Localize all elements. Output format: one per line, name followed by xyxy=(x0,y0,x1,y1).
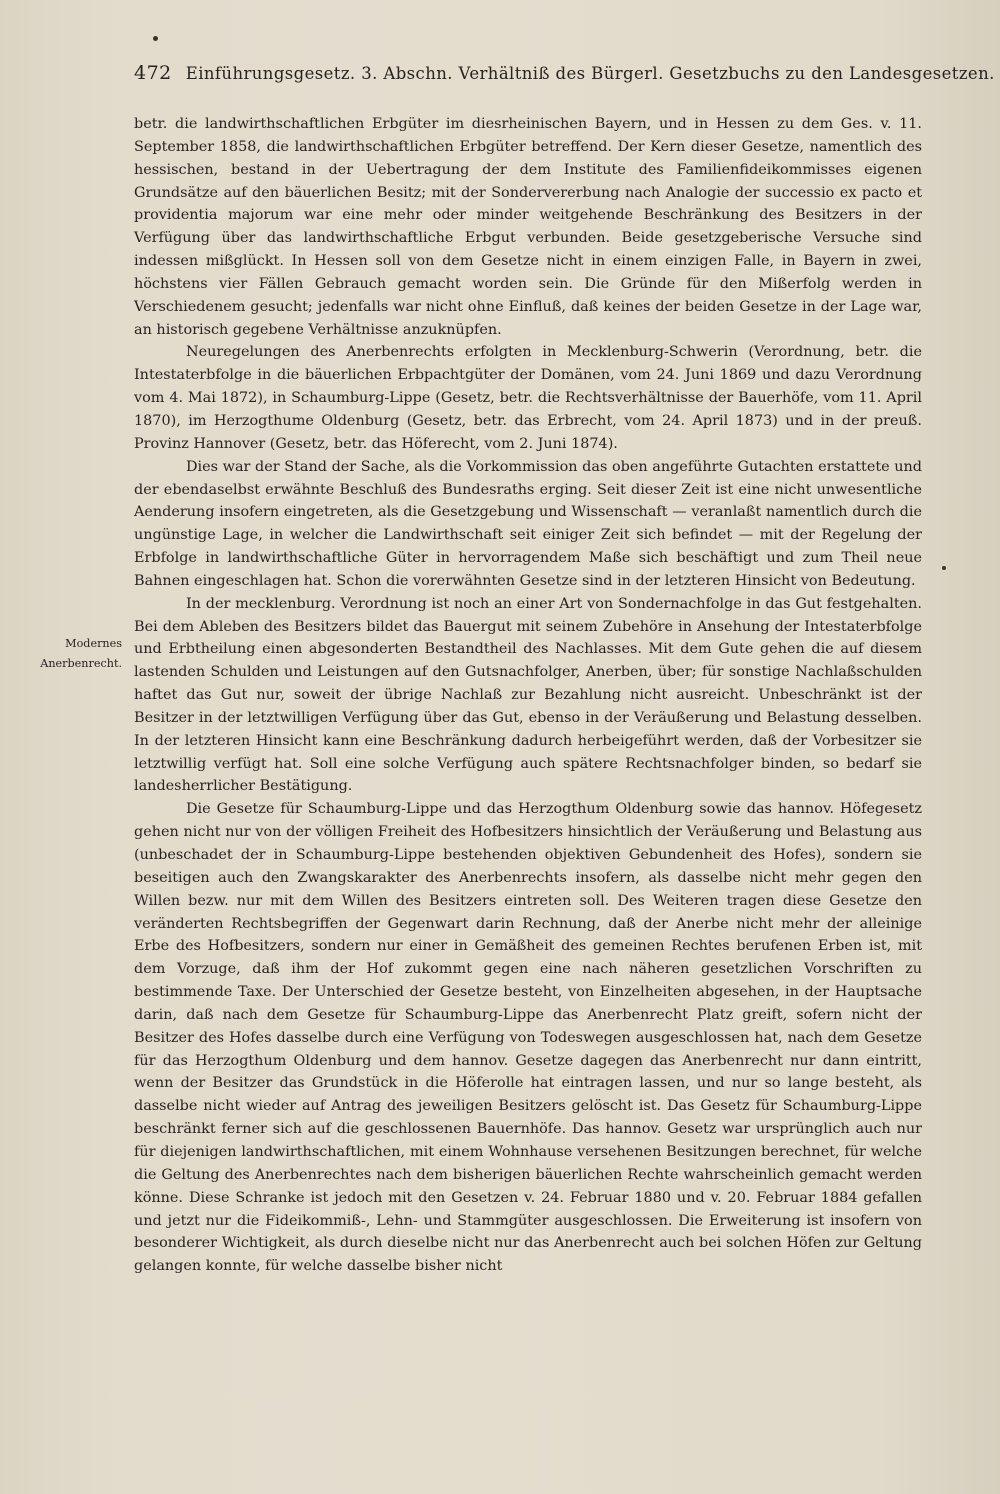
marginal-note-line-2: Anerbenrecht. xyxy=(40,657,122,670)
paragraph-mecklenburg: In der mecklenburg. Verordnung ist noch an einer Art von Sondernachfolge in das Gut festgehalten. Bei dem Ableben des Besitzers bildet das Bauergut mit seinem Zubehöre in Ansehung der Intestaterbfolge und Erbtheilung einen abgesonderten Bestandtheil des Nachlasses. Mit dem Gute gehen die auf diesem lastenden Schulden und Leistungen auf den Gutsnachfolger, Anerben, über; für sonstige Nachlaßschulden haftet das Gut nur, soweit der übrige Nachlaß zur Bezahlung nicht ausreicht. Unbeschränkt ist der Besitzer in der letztwilligen Verfügung über das Gut, ebenso in der Veräußerung und Belastung desselben. In der letzteren Hinsicht kann eine Beschränkung dadurch herbeigeführt werden, daß der Vorbesitzer sie letztwillig verfügt hat. Soll eine solche Verfügung auch spätere Rechtsnachfolger binden, so bedarf sie landesherrlicher Bestätigung. xyxy=(134,595,922,795)
paragraph-gesetze: Die Gesetze für Schaumburg-Lippe und das Herzogthum Oldenburg sowie das hannov. Höfegesetz gehen nicht nur von der völligen Freiheit des Hofbesitzers hinsichtlich der Veräußerung und Belastung aus (unbeschadet der in Schaumburg-Lippe bestehenden objektiven Gebundenheit des Hofes), sondern sie beseitigen auch den Zwangskarakter des Anerbenrechts insofern, als dasselbe nicht mehr gegen den Willen bezw. nur mit dem Willen des Besitzers eintreten soll. Des Weiteren tragen diese Gesetze den veränderten Rechtsbegriffen der Gegenwart darin Rechnung, daß der Anerbe nicht mehr der alleinige Erbe des Hofbesitzers, sondern nur einer in Gemäßheit des gemeinen Rechtes berufenen Erben ist, mit dem Vorzuge, daß ihm der Hof zukommt gegen eine nach näheren gesetzlichen Vorschriften zu bestimmende Taxe. Der Unterschied der Gesetze besteht, von Einzelheiten abgesehen, in der Hauptsache darin, daß nach dem Gesetze für Schaumburg-Lippe das Anerbenrecht Platz greift, sofern nicht der Besitzer des Hofes dasselbe durch eine Verfügung von Todeswegen ausgeschlossen hat, nach dem Gesetze für das Herzogthum Oldenburg und dem hannov. Gesetze dagegen das Anerbenrecht nur dann eintritt, wenn der Besitzer das Grundstück in die Höferolle hat eintragen lassen, und nur so lange besteht, als dasselbe nicht wieder auf Antrag des jeweiligen Besitzers gelöscht ist. Das Gesetz für Schaumburg-Lippe beschränkt ferner sich auf die geschlossenen Bauernhöfe. Das hannov. Gesetz war ursprünglich auch nur für diejenigen landwirthschaftlichen, mit einem Wohnhause versehenen Besitzungen berechnet, für welche die Geltung des Anerbenrechtes nach dem bisherigen bäuerlichen Rechte wahrscheinlich gemacht werden könne. Diese Schranke ist jedoch mit den Gesetzen v. 24. Februar 1880 und v. 20. Februar 1884 gefallen und jetzt nur die Fideikommiß-, Lehn- und Stammgüter ausgeschlossen. Die Erweiterung ist insofern von besonderer Wichtigkeit, als durch dieselbe nicht nur das Anerbenrecht auch bei solchen Höfen zur Geltung gelangen konnte, für welche dasselbe bisher nicht xyxy=(134,801,922,1275)
paragraph-neuregelungen: Neuregelungen des Anerbenrechts erfolgten in Mecklenburg-Schwerin (Verordnung, betr. die Intestaterbfolge in die bäuerlichen Erbpachtgüter der Domänen, vom 24. Juni 1869 und dazu Verordnung vom 4. Mai 1872), in Schaumburg-Lippe (Gesetz, betr. die Rechtsverhältnisse der Bauerhöfe, vom 11. April 1870), im Herzogthume Oldenburg (Gesetz, betr. das Erbrecht, vom 24. April 1873) und in der preuß. Provinz Hannover (Gesetz, betr. das Höferecht, vom 2. Juni 1874). xyxy=(134,344,922,452)
marginal-note xyxy=(30,634,122,674)
margin-dot xyxy=(942,566,946,570)
body-text xyxy=(134,113,922,1278)
ink-speck xyxy=(153,36,158,41)
running-head: Einführungsgesetz. 3. Abschn. Verhältniß des Bürgerl. Gesetzbuchs zu den Landesgesetzen. xyxy=(185,64,995,83)
marginal-note-line-1: Modernes xyxy=(65,637,122,650)
page-number: 472 xyxy=(134,62,172,84)
paragraph-continuation: betr. die landwirthschaftlichen Erbgüter im diesrheinischen Bayern, und in Hessen zu dem Ges. v. 11. September 1858, die landwirthschaftlichen Erbgüter betreffend. Der Kern dieser Gesetze, namentlich des hessischen, bestand in der Uebertragung der dem Institute des Familienfideikommisses eigenen Grundsätze auf den bäuerlichen Besitz; mit der Sondervererbung nach Analogie der successio ex pacto et providentia majorum war eine mehr oder minder weitgehende Beschränkung des Besitzers in der Verfügung über das landwirthschaftliche Erbgut verbunden. Beide gesetzgeberische Versuche sind indessen mißglückt. In Hessen soll von dem Gesetze nicht in einem einzigen Falle, in Bayern in zwei, höchstens vier Fällen Gebrauch gemacht worden sein. Die Gründe für den Mißerfolg werden in Verschiedenem gesucht; jedenfalls war nicht ohne Einfluß, daß keines der beiden Gesetze in der Lage war, an historisch gegebene Verhältnisse anzuknüpfen. xyxy=(134,116,922,338)
page-header xyxy=(134,62,995,92)
paragraph-stand-der-sache: Dies war der Stand der Sache, als die Vorkommission das oben angeführte Gutachten erstattete und der ebendaselbst erwähnte Beschluß des Bundesraths erging. Seit dieser Zeit ist eine nicht unwesentliche Aenderung insofern eingetreten, als die Gesetzgebung und Wissenschaft — veranlaßt namentlich durch die ungünstige Lage, in welcher die Landwirthschaft seit einiger Zeit sich befindet — mit der Regelung der Erbfolge in landwirthschaftliche Güter in hervorragendem Maße sich beschäftigt und zum Theil neue Bahnen eingeschlagen hat. Schon die vorerwähnten Gesetze sind in der letzteren Hinsicht von Bedeutung. xyxy=(134,458,922,589)
